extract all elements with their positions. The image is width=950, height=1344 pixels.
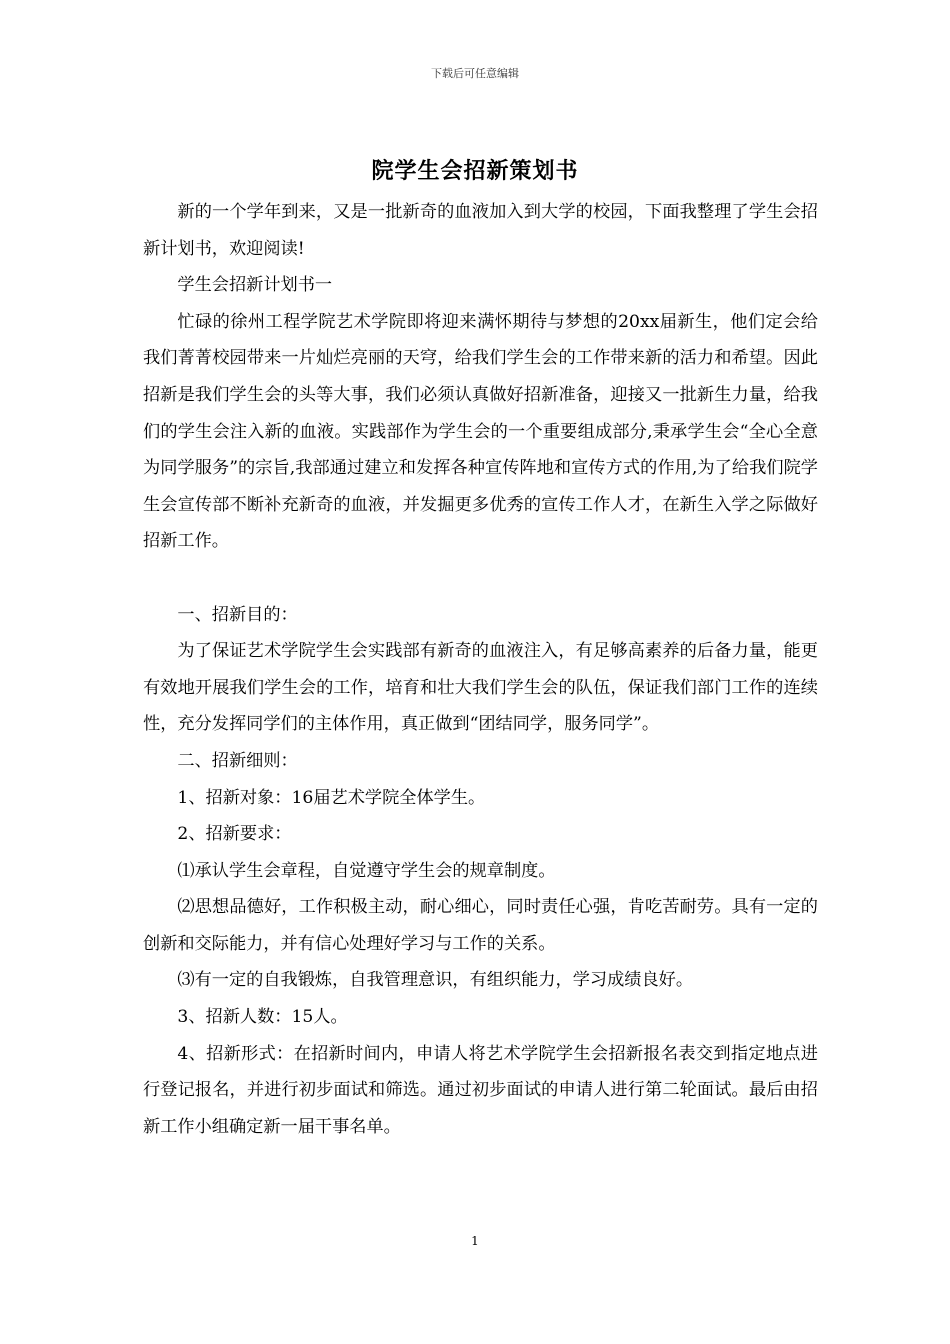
requirement-item-3: ⑶有一定的自我锻炼，自我管理意识，有组织能力，学习成绩良好。: [177, 970, 694, 991]
section-heading-plan-one: 学生会招新计划书一: [177, 275, 333, 296]
document-title: 院学生会招新策划书: [371, 158, 579, 184]
rule-requirements-heading: 2、招新要求：: [177, 824, 292, 845]
page-number: 1: [471, 1234, 479, 1248]
background-paragraph: 忙碌的徐州工程学院艺术学院即将迎来满怀期待与梦想的20xx届新生，他们定会给我们菁菁校园带来一片灿烂亮丽的天穹，给我们学生会的工作带来新的活力和希望。因此招新是我们学生会的头等大事，我们必须认真做好招新准备，迎接又一批新生力量，给我们的学生会注入新的血液。实践部作为学生会的一个重要组成部分,秉承学生会“全心全意为同学服务”的宗旨,我部通过建立和发挥各种宣传阵地和宣传方式的作用,为了给我们院学生会宣传部不断补充新奇的血液，并发掘更多优秀的宣传工作人才，在新生入学之际做好招新工作。: [143, 311, 818, 552]
requirement-item-1: ⑴承认学生会章程，自觉遵守学生会的规章制度。: [177, 860, 556, 881]
intro-paragraph: 新的一个学年到来，又是一批新奇的血液加入到大学的校园，下面我整理了学生会招新计划书，欢迎阅读!: [143, 202, 818, 259]
requirement-item-2: ⑵思想品德好，工作积极主动，耐心细心，同时责任心强，肯吃苦耐劳。具有一定的创新和交际能力，并有信心处理好学习与工作的关系。: [143, 897, 818, 954]
rule-target: 1、招新对象：16届艺术学院全体学生。: [177, 787, 486, 808]
rule-headcount: 3、招新人数：15人。: [177, 1007, 348, 1028]
paragraph-spacer: [143, 560, 818, 597]
rule-format: 4、招新形式：在招新时间内，申请人将艺术学院学生会招新报名表交到指定地点进行登记报名，并进行初步面试和筛选。通过初步面试的申请人进行第二轮面试。最后由招新工作小组确定新一届干事名单。: [143, 1043, 818, 1137]
page-header-note: 下载后可任意编辑: [431, 67, 519, 80]
document-body: [143, 194, 818, 1145]
section-heading-purpose: 一、招新目的：: [177, 604, 298, 625]
purpose-paragraph: 为了保证艺术学院学生会实践部有新奇的血液注入，有足够高素养的后备力量，能更有效地开展我们学生会的工作，培育和壮大我们学生会的队伍，保证我们部门工作的连续性，充分发挥同学们的主体作用，真正做到“团结同学，服务同学”。: [143, 641, 818, 735]
section-heading-rules: 二、招新细则：: [177, 750, 298, 771]
